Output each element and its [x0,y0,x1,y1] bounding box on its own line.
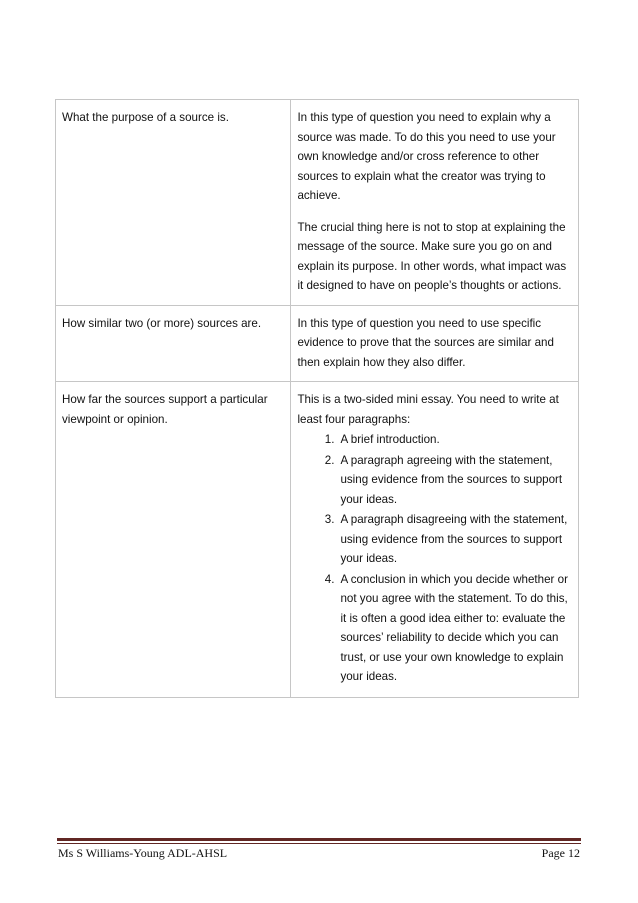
list-number: 4. [324,572,335,586]
row-topic [56,382,291,698]
row-explanation [291,100,579,306]
paragraph-steps-list [297,430,572,687]
list-item [297,430,572,450]
topic-text: How far the sources support a particular viewpoint or opinion. [62,393,268,426]
table-row [56,382,579,698]
list-item [297,510,572,569]
list-item [297,451,572,510]
list-text: A brief introduction. [340,433,440,446]
page-footer [58,846,580,861]
row-explanation [291,382,579,698]
list-text: A paragraph agreeing with the statement, using evidence from the sources to support your ideas. [340,453,563,506]
explanation-paragraph: In this type of question you need to use specific evidence to prove that the sources are similar and then explain how they also differ. [297,316,554,369]
list-text: A paragraph disagreeing with the statement, using evidence from the sources to support your ideas. [340,513,568,565]
list-number: 3. [324,513,335,526]
explanation-paragraph: The crucial thing here is not to stop at explaining the message of the source. Make sure you go on and explain its purpose. In other words, what impact was it designed to have on people’s thoughts or actions. [297,220,567,292]
explanation-intro: This is a two-sided mini essay. You need to write at least four paragraphs: [297,393,559,426]
footer-author: Ms S Williams-Young ADL-AHSL [58,846,228,860]
explanation-paragraph: In this type of question you need to explain why a source was made. To do this you need to use your own knowledge and/or cross reference to other sources to explain what the creator was trying to achieve. [297,111,556,202]
table-row [56,305,579,382]
table-row [56,100,579,306]
list-number: 1. [324,433,335,446]
topic-text: What the purpose of a source is. [62,111,229,124]
list-text: A conclusion in which you decide whether or not you agree with the statement. To do this, it is often a good idea either to: evaluate the sources’ reliability to decide which you can trust, or use your own knowledge to explain your ideas. [340,572,568,683]
row-topic [56,305,291,382]
list-item [297,570,572,687]
footer-divider-thick [57,838,581,841]
page-number: Page 12 [541,846,580,860]
row-topic [56,100,291,306]
footer-divider-thin [57,843,581,844]
row-explanation [291,305,579,382]
list-number: 2. [324,453,335,467]
question-types-table [55,99,579,698]
topic-text: How similar two (or more) sources are. [62,316,262,330]
